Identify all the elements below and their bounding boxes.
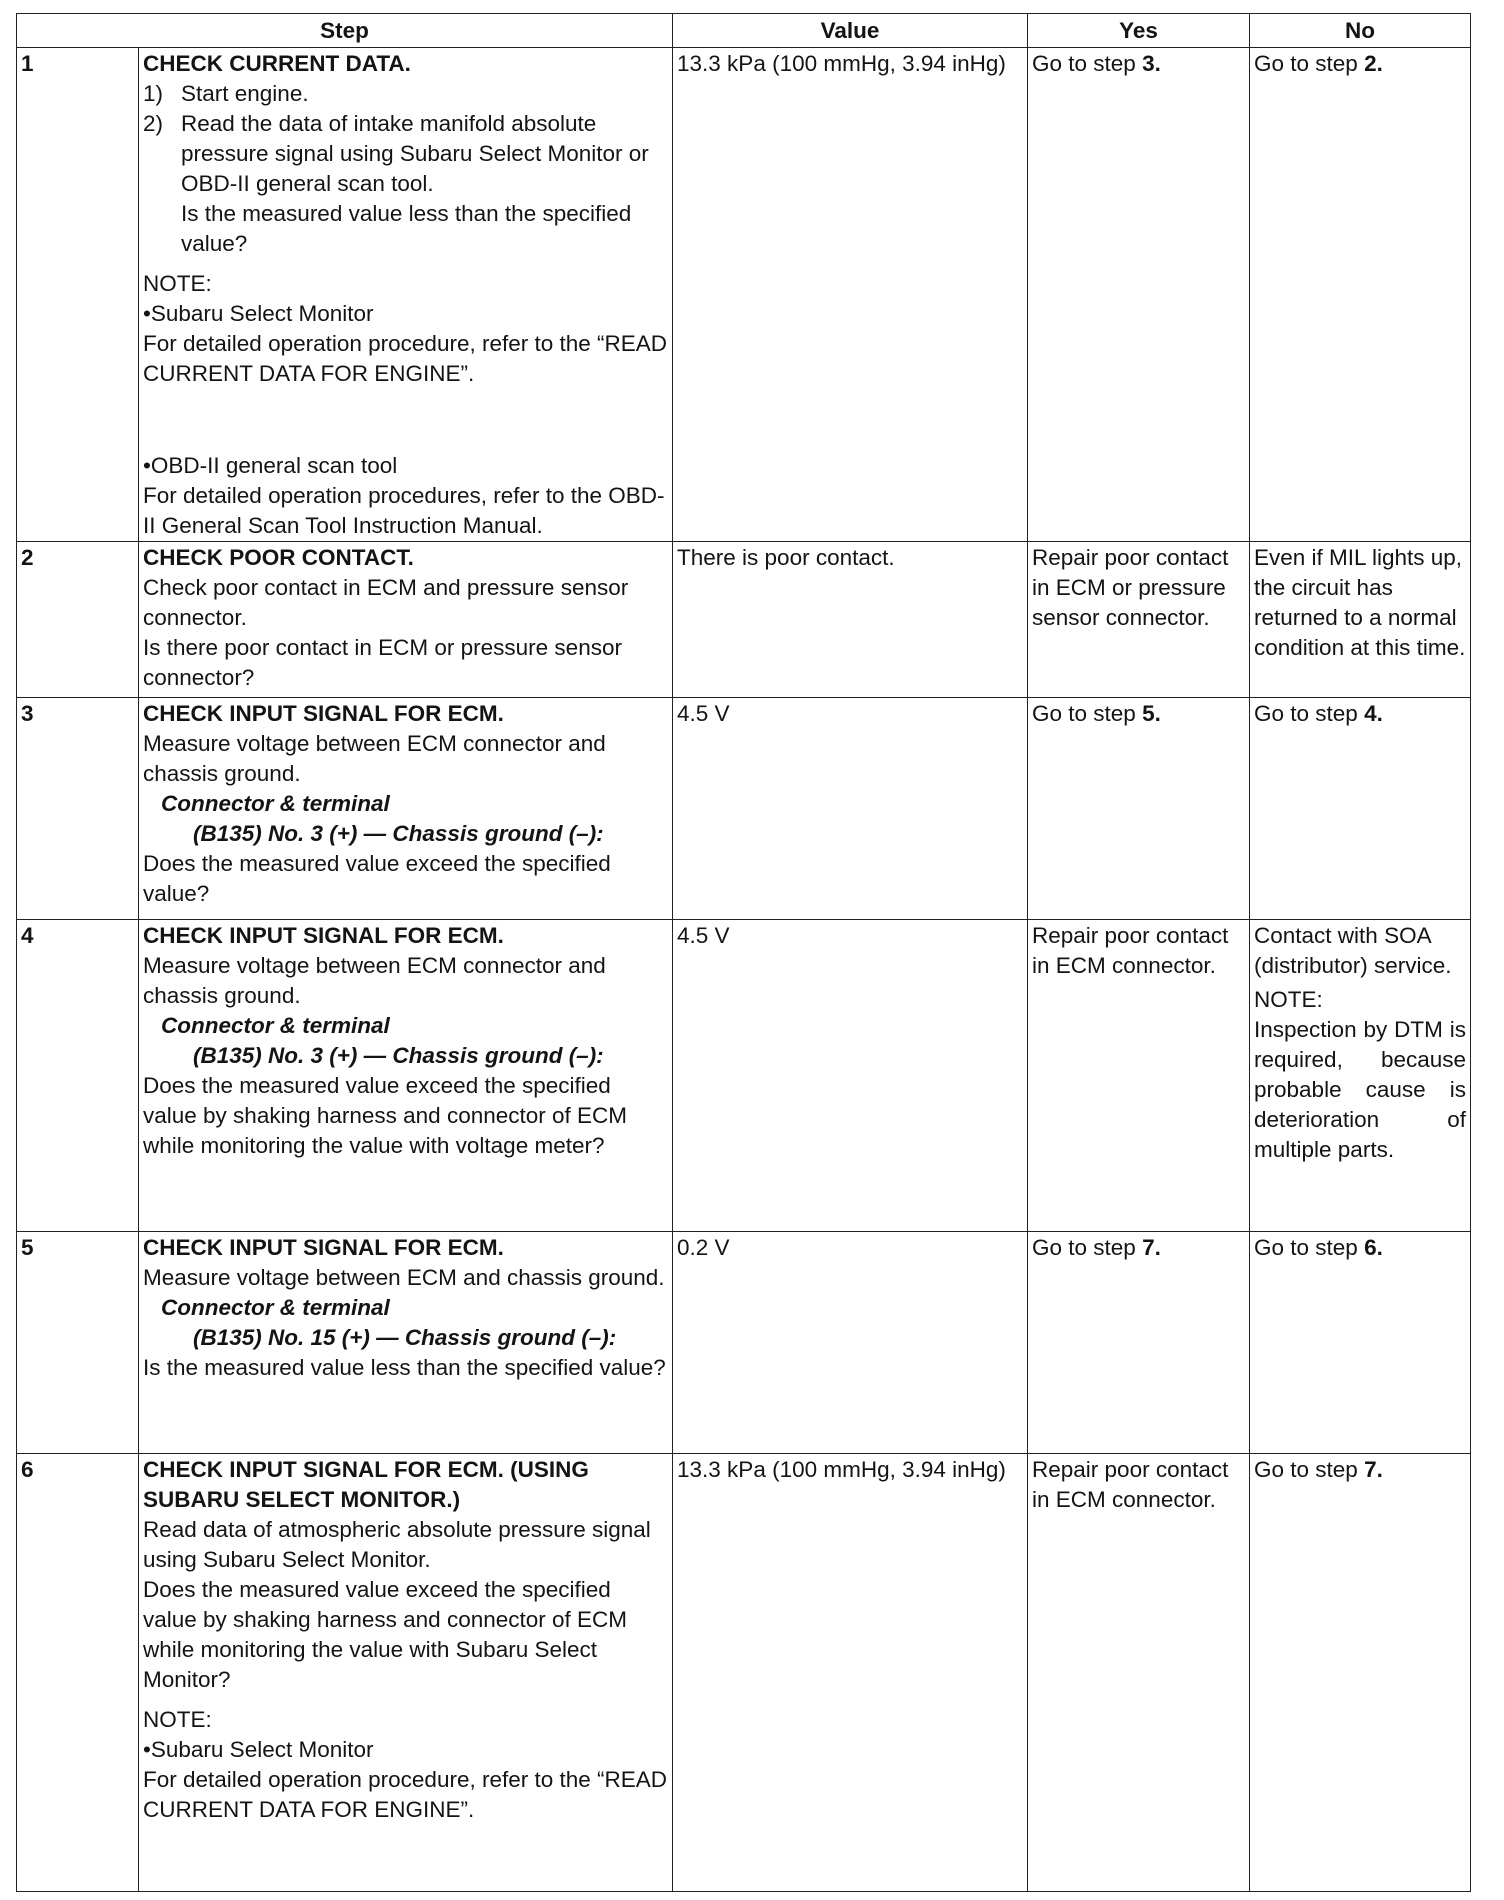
no-action xyxy=(1250,920,1471,1232)
step-content xyxy=(139,920,673,1232)
no-text: Go to step xyxy=(1254,1235,1365,1260)
connector-spec: (B135) No. 3 (+) — Chassis ground (–): xyxy=(193,821,604,846)
no-action: Even if MIL lights up, the circuit has returned to a normal condition at this time. xyxy=(1250,542,1471,698)
step-content xyxy=(139,1454,673,1892)
list-number: 2) xyxy=(143,111,164,136)
header-step: Step xyxy=(17,14,673,48)
yes-step-link[interactable]: 3. xyxy=(1142,51,1161,76)
spec-value: 13.3 kPa (100 mmHg, 3.94 inHg) xyxy=(673,48,1028,542)
step-number: 6 xyxy=(17,1454,139,1892)
table-row xyxy=(17,1454,1471,1892)
spec-value: There is poor contact. xyxy=(673,542,1028,698)
step-question: Is there poor contact in ECM or pressure sensor connector? xyxy=(143,635,622,690)
yes-action: Repair poor contact in ECM or pressure sensor connector. xyxy=(1028,542,1250,698)
step-content xyxy=(139,48,673,542)
step-title: CHECK INPUT SIGNAL FOR ECM. (USING SUBARU SELECT MONITOR.) xyxy=(143,1457,589,1512)
no-step-link[interactable]: 4. xyxy=(1364,701,1383,726)
connector-label: Connector & terminal xyxy=(161,1013,390,1038)
step-title: CHECK INPUT SIGNAL FOR ECM. xyxy=(143,923,504,948)
no-text: Go to step xyxy=(1254,51,1365,76)
step-title: CHECK INPUT SIGNAL FOR ECM. xyxy=(143,1235,504,1260)
spec-value: 4.5 V xyxy=(673,920,1028,1232)
step-number: 3 xyxy=(17,698,139,920)
table-row xyxy=(17,48,1471,542)
step-content xyxy=(139,698,673,920)
header-value: Value xyxy=(673,14,1028,48)
no-text: Contact with SOA (distributor) service. xyxy=(1254,923,1452,978)
table-row xyxy=(17,698,1471,920)
yes-action xyxy=(1028,1232,1250,1454)
spec-value: 4.5 V xyxy=(673,698,1028,920)
step-question: Does the measured value exceed the specified value? xyxy=(143,851,611,906)
list-text: Read the data of intake manifold absolute pressure signal using Subaru Select Monitor or OBD-II general scan tool. xyxy=(181,111,649,196)
step-question: Does the measured value exceed the specified value by shaking harness and connector of ECM while monitoring the value with Subaru Select Monitor? xyxy=(143,1577,628,1692)
note-body: For detailed operation procedure, refer to the “READ CURRENT DATA FOR ENGINE”. xyxy=(143,1767,668,1822)
diagnostic-table xyxy=(16,13,1471,1892)
connector-label: Connector & terminal xyxy=(161,791,390,816)
connector-spec: (B135) No. 15 (+) — Chassis ground (–): xyxy=(193,1325,617,1350)
step-body: Measure voltage between ECM connector and chassis ground. xyxy=(143,731,606,786)
step-body: Measure voltage between ECM and chassis ground. xyxy=(143,1265,665,1290)
connector-spec: (B135) No. 3 (+) — Chassis ground (–): xyxy=(193,1043,604,1068)
step-number: 4 xyxy=(17,920,139,1232)
no-step-link[interactable]: 6. xyxy=(1364,1235,1383,1260)
step-title: CHECK CURRENT DATA. xyxy=(143,51,411,76)
table-row xyxy=(17,920,1471,1232)
table-row xyxy=(17,542,1471,698)
spec-value: 13.3 kPa (100 mmHg, 3.94 inHg) xyxy=(673,1454,1028,1892)
yes-action xyxy=(1028,698,1250,920)
step-number: 2 xyxy=(17,542,139,698)
no-text: Go to step xyxy=(1254,701,1365,726)
yes-text: Go to step xyxy=(1032,51,1143,76)
step-content xyxy=(139,542,673,698)
spacer xyxy=(143,389,668,451)
list-item xyxy=(143,79,668,109)
no-text: Go to step xyxy=(1254,1457,1365,1482)
step-question: Is the measured value less than the specified value? xyxy=(181,201,632,256)
no-step-link[interactable]: 2. xyxy=(1364,51,1383,76)
yes-text: Go to step xyxy=(1032,701,1143,726)
yes-action xyxy=(1028,48,1250,542)
header-yes: Yes xyxy=(1028,14,1250,48)
note-heading: •Subaru Select Monitor xyxy=(143,1737,374,1762)
note-label: NOTE: xyxy=(143,271,212,296)
no-action xyxy=(1250,1454,1471,1892)
step-question: Is the measured value less than the specified value? xyxy=(143,1355,666,1380)
spec-value: 0.2 V xyxy=(673,1232,1028,1454)
connector-label: Connector & terminal xyxy=(161,1295,390,1320)
step-number: 1 xyxy=(17,48,139,542)
note-label: NOTE: xyxy=(1254,987,1323,1012)
step-question: Does the measured value exceed the specified value by shaking harness and connector of ECM while monitoring the value with voltage meter? xyxy=(143,1073,628,1158)
yes-step-link[interactable]: 5. xyxy=(1142,701,1161,726)
no-action xyxy=(1250,1232,1471,1454)
note-heading: •Subaru Select Monitor xyxy=(143,301,374,326)
no-step-link[interactable]: 7. xyxy=(1364,1457,1383,1482)
no-action xyxy=(1250,48,1471,542)
table-row xyxy=(17,1232,1471,1454)
header-no: No xyxy=(1250,14,1471,48)
list-number: 1) xyxy=(143,81,164,106)
yes-action: Repair poor contact in ECM connector. xyxy=(1028,1454,1250,1892)
header-row xyxy=(17,14,1471,48)
step-content xyxy=(139,1232,673,1454)
note-heading: •OBD-II general scan tool xyxy=(143,453,398,478)
step-number: 5 xyxy=(17,1232,139,1454)
list-text: Start engine. xyxy=(181,81,309,106)
step-body: Measure voltage between ECM connector and chassis ground. xyxy=(143,953,606,1008)
note-body: For detailed operation procedures, refer to the OBD-II General Scan Tool Instruction Manual. xyxy=(143,483,665,538)
step-title: CHECK POOR CONTACT. xyxy=(143,545,414,570)
note-body: For detailed operation procedure, refer to the “READ CURRENT DATA FOR ENGINE”. xyxy=(143,331,668,386)
step-body: Read data of atmospheric absolute pressure signal using Subaru Select Monitor. xyxy=(143,1517,651,1572)
list-item xyxy=(143,109,668,199)
note-label: NOTE: xyxy=(143,1707,212,1732)
yes-text: Go to step xyxy=(1032,1235,1143,1260)
step-body: Check poor contact in ECM and pressure sensor connector. xyxy=(143,575,629,630)
yes-action: Repair poor contact in ECM connector. xyxy=(1028,920,1250,1232)
no-action xyxy=(1250,698,1471,920)
step-title: CHECK INPUT SIGNAL FOR ECM. xyxy=(143,701,504,726)
note-body: Inspection by DTM is required, because probable cause is deterioration of multiple parts. xyxy=(1254,1017,1467,1162)
yes-step-link[interactable]: 7. xyxy=(1142,1235,1161,1260)
